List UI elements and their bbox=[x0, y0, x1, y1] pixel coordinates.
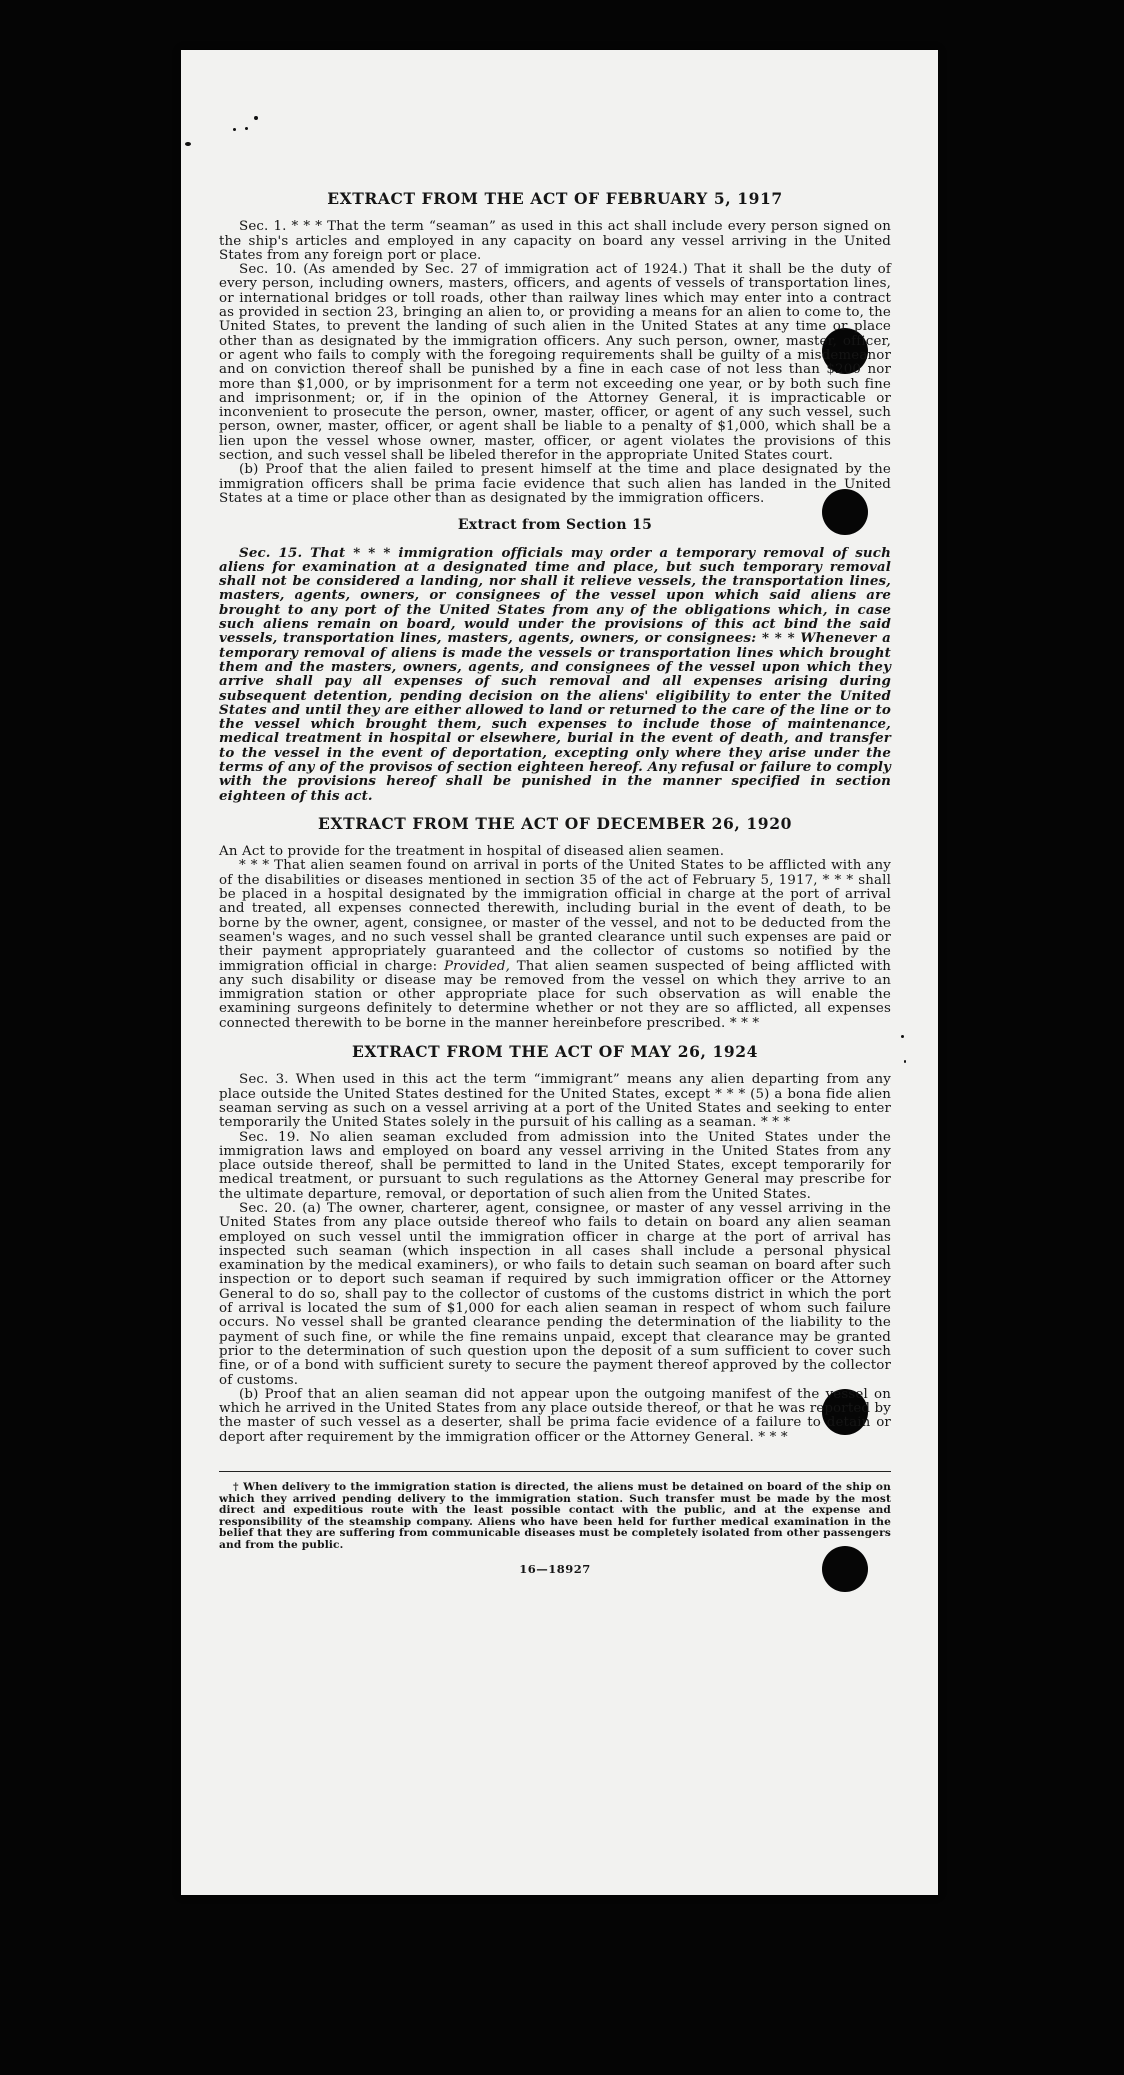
footnote-text: † When delivery to the immigration station is directed, the aliens must be detained on board of the ship on which they arrived pending delivery to the immigration station. Such transfer must be made by the most direct and expeditious route with the least possible contact with the public, and at the expense and responsibility of the steamship company. Aliens who have been held for further medical examination in the belief that they are suffering from communicable diseases must be completely isolated from other passengers and from the public. bbox=[219, 1481, 891, 1552]
form-code: 16—18927 bbox=[519, 1561, 591, 1576]
heading-act-1917: EXTRACT FROM THE ACT OF FEBRUARY 5, 1917 bbox=[327, 189, 783, 208]
document-body bbox=[219, 189, 891, 1576]
heading-section-15: Extract from Section 15 bbox=[457, 517, 653, 534]
ink-speck bbox=[254, 116, 258, 120]
act-1920-text bbox=[219, 859, 891, 1031]
act-1920-text-tail: That alien seamen suspected of being afflicted with any such disability or disease may be removed from the vessel on which they arrive to an immigration station or other appropriate place for such observation as will enable the examining surgeons definitely to determine whether or not they are so afflicted, all expenses connected therewith to be borne in the manner hereinbefore prescribed. * * * bbox=[219, 958, 891, 1031]
act-1920-text-main: * * * That alien seamen found on arrival in ports of the United States to be afflicted with any of the disabilities or diseases mentioned in section 35 of the act of February 5, 1917, * * * shall be placed in a hospital designated by the immigration official in charge at the port of arrival and treated, all expenses connected therewith, including burial in the event of death, to be borne by the owner, agent, consignee, or master of the vessel, and not to be deducted from the seamen's wages, and no such vessel shall be granted clearance until such expenses are paid or their payment appropriately guaranteed and the collector of customs so notified by the immigration official in charge: bbox=[219, 858, 891, 974]
section-1-text: Sec. 1. * * * That the term “seaman” as used in this act shall include every person signed on the ship's articles and employed in any capacity on board any vessel arriving in the United States from any foreign port or place. bbox=[219, 219, 891, 263]
ink-speck bbox=[904, 1060, 906, 1063]
heading-act-1920: EXTRACT FROM THE ACT OF DECEMBER 26, 1920 bbox=[318, 813, 792, 833]
section-10-text: Sec. 10. (As amended by Sec. 27 of immigration act of 1924.) That it shall be the duty of every person, including owners, masters, officers, and agents of vessels of transportation lines, or international bridges or toll roads, other than railway lines which may enter into a contract as provided in section 23, bringing an alien to, or providing a means for an alien to come to, the United States, to prevent the landing of such alien in the United States at any time or place other than as designated by the immigration officers. Any such person, owner, master, officer, or agent who fails to comply with the foregoing requirements shall be guilty of a misdemeanor and on conviction thereof shall be punished by a fine in each case of not less than $200 nor more than $1,000, or by imprisonment for a term not exceeding one year, or by both such fine and imprisonment; or, if in the opinion of the Attorney General, it is impracticable or inconvenient to prosecute the person, owner, master, officer, or agent of any such vessel, such person, owner, master, officer, or agent shall be liable to a penalty of $1,000, which shall be a lien upon the vessel whose owner, master, officer, or agent violates the provisions of this section, and such vessel shall be libeled therefor in the appropriate United States court. bbox=[219, 262, 891, 464]
section-10b-text: (b) Proof that the alien failed to present himself at the time and place designated by the immigration officers shall be prima facie evidence that such alien has landed in the United States at a time or place other than as designated by the immigration officers. bbox=[219, 462, 891, 506]
document-page bbox=[181, 50, 938, 1895]
heading-act-1924: EXTRACT FROM THE ACT OF MAY 26, 1924 bbox=[351, 1042, 759, 1062]
ink-speck bbox=[245, 127, 248, 130]
section-20b-text: (b) Proof that an alien seaman did not appear upon the outgoing manifest of the vessel on which he arrived in the United States from any place outside thereof, or that he was reported by the master of such vessel as a deserter, shall be prima facie evidence of a failure to detain or deport after requirement by the immigration officer or the Attorney General. * * * bbox=[219, 1386, 891, 1445]
ink-speck bbox=[233, 128, 236, 131]
section-19-text: Sec. 19. No alien seaman excluded from admission into the United States under the immigration laws and employed on board any vessel arriving in the United States from any place outside thereof, shall be permitted to land in the United States, except temporarily for medical treatment, or pursuant to such regulations as the Attorney General may prescribe for the ultimate departure, removal, or deportation of such alien from the United States. bbox=[219, 1129, 891, 1202]
ink-speck bbox=[185, 142, 191, 146]
section-3-text: Sec. 3. When used in this act the term “immigrant” means any alien departing from any place outside the United States destined for the United States, except * * * (5) a bona fide alien seaman serving as such on a vessel arriving at a port of the United States and seeking to enter temporarily the United States solely in the pursuit of his calling as a seaman. * * * bbox=[219, 1072, 891, 1131]
section-15-text: Sec. 15. That * * * immigration officials may order a temporary removal of such aliens for examination at a designated time and place, but such temporary removal shall not be considered a landing, nor shall it relieve vessels, the transportation lines, masters, agents, owners, or consignees of the vessel upon which said aliens are brought to any port of the United States from any of the obligations which, in case such aliens remain on board, would under the provisions of this act bind the said vessels, transportation lines, masters, agents, owners, or consignees: * * * Whenever a temporary removal of aliens is made the vessels or transportation lines which brought them and the masters, owners, agents, and consignees of the vessel upon which they arrive shall pay all expenses of such removal and all expenses arising during subsequent detention, pending decision on the aliens' eligibility to enter the United States and until they are either allowed to land or returned to the care of the line or to the vessel which brought them, such expenses to include those of maintenance, medical treatment in hospital or elsewhere, burial in the event of death, and transfer to the vessel in the event of deportation, excepting only where they arise under the terms of any of the provisos of section eighteen hereof. Any refusal or failure to comply with the provisions hereof shall be punished in the manner specified in section eighteen of this act. bbox=[219, 544, 891, 804]
provided-clause: Provided, bbox=[443, 958, 510, 974]
ink-speck bbox=[901, 1035, 904, 1038]
act-1920-title: An Act to provide for the treatment in hospital of diseased alien seamen. bbox=[219, 844, 725, 860]
section-20-text: Sec. 20. (a) The owner, charterer, agent, consignee, or master of any vessel arriving in the United States from any place outside thereof who fails to detain on board any alien seaman employed on such vessel until the immigration officer in charge at the port of arrival has inspected such seaman (which inspection in all cases shall include a personal physical examination by the medical examiners), or who fails to detain such seaman on board after such inspection or to deport such seaman if required by such immigration officer or the Attorney General to do so, shall pay to the collector of customs of the customs district in which the port of arrival is located the sum of $1,000 for each alien seaman in respect of whom such failure occurs. No vessel shall be granted clearance pending the determination of the liability to the payment of such fine, or while the fine remains unpaid, except that clearance may be granted prior to the determination of such question upon the deposit of a sum sufficient to cover such fine, or of a bond with sufficient surety to secure the payment thereof approved by the collector of customs. bbox=[219, 1201, 891, 1388]
footnote-divider bbox=[219, 1471, 891, 1472]
footnote bbox=[219, 1482, 891, 1552]
